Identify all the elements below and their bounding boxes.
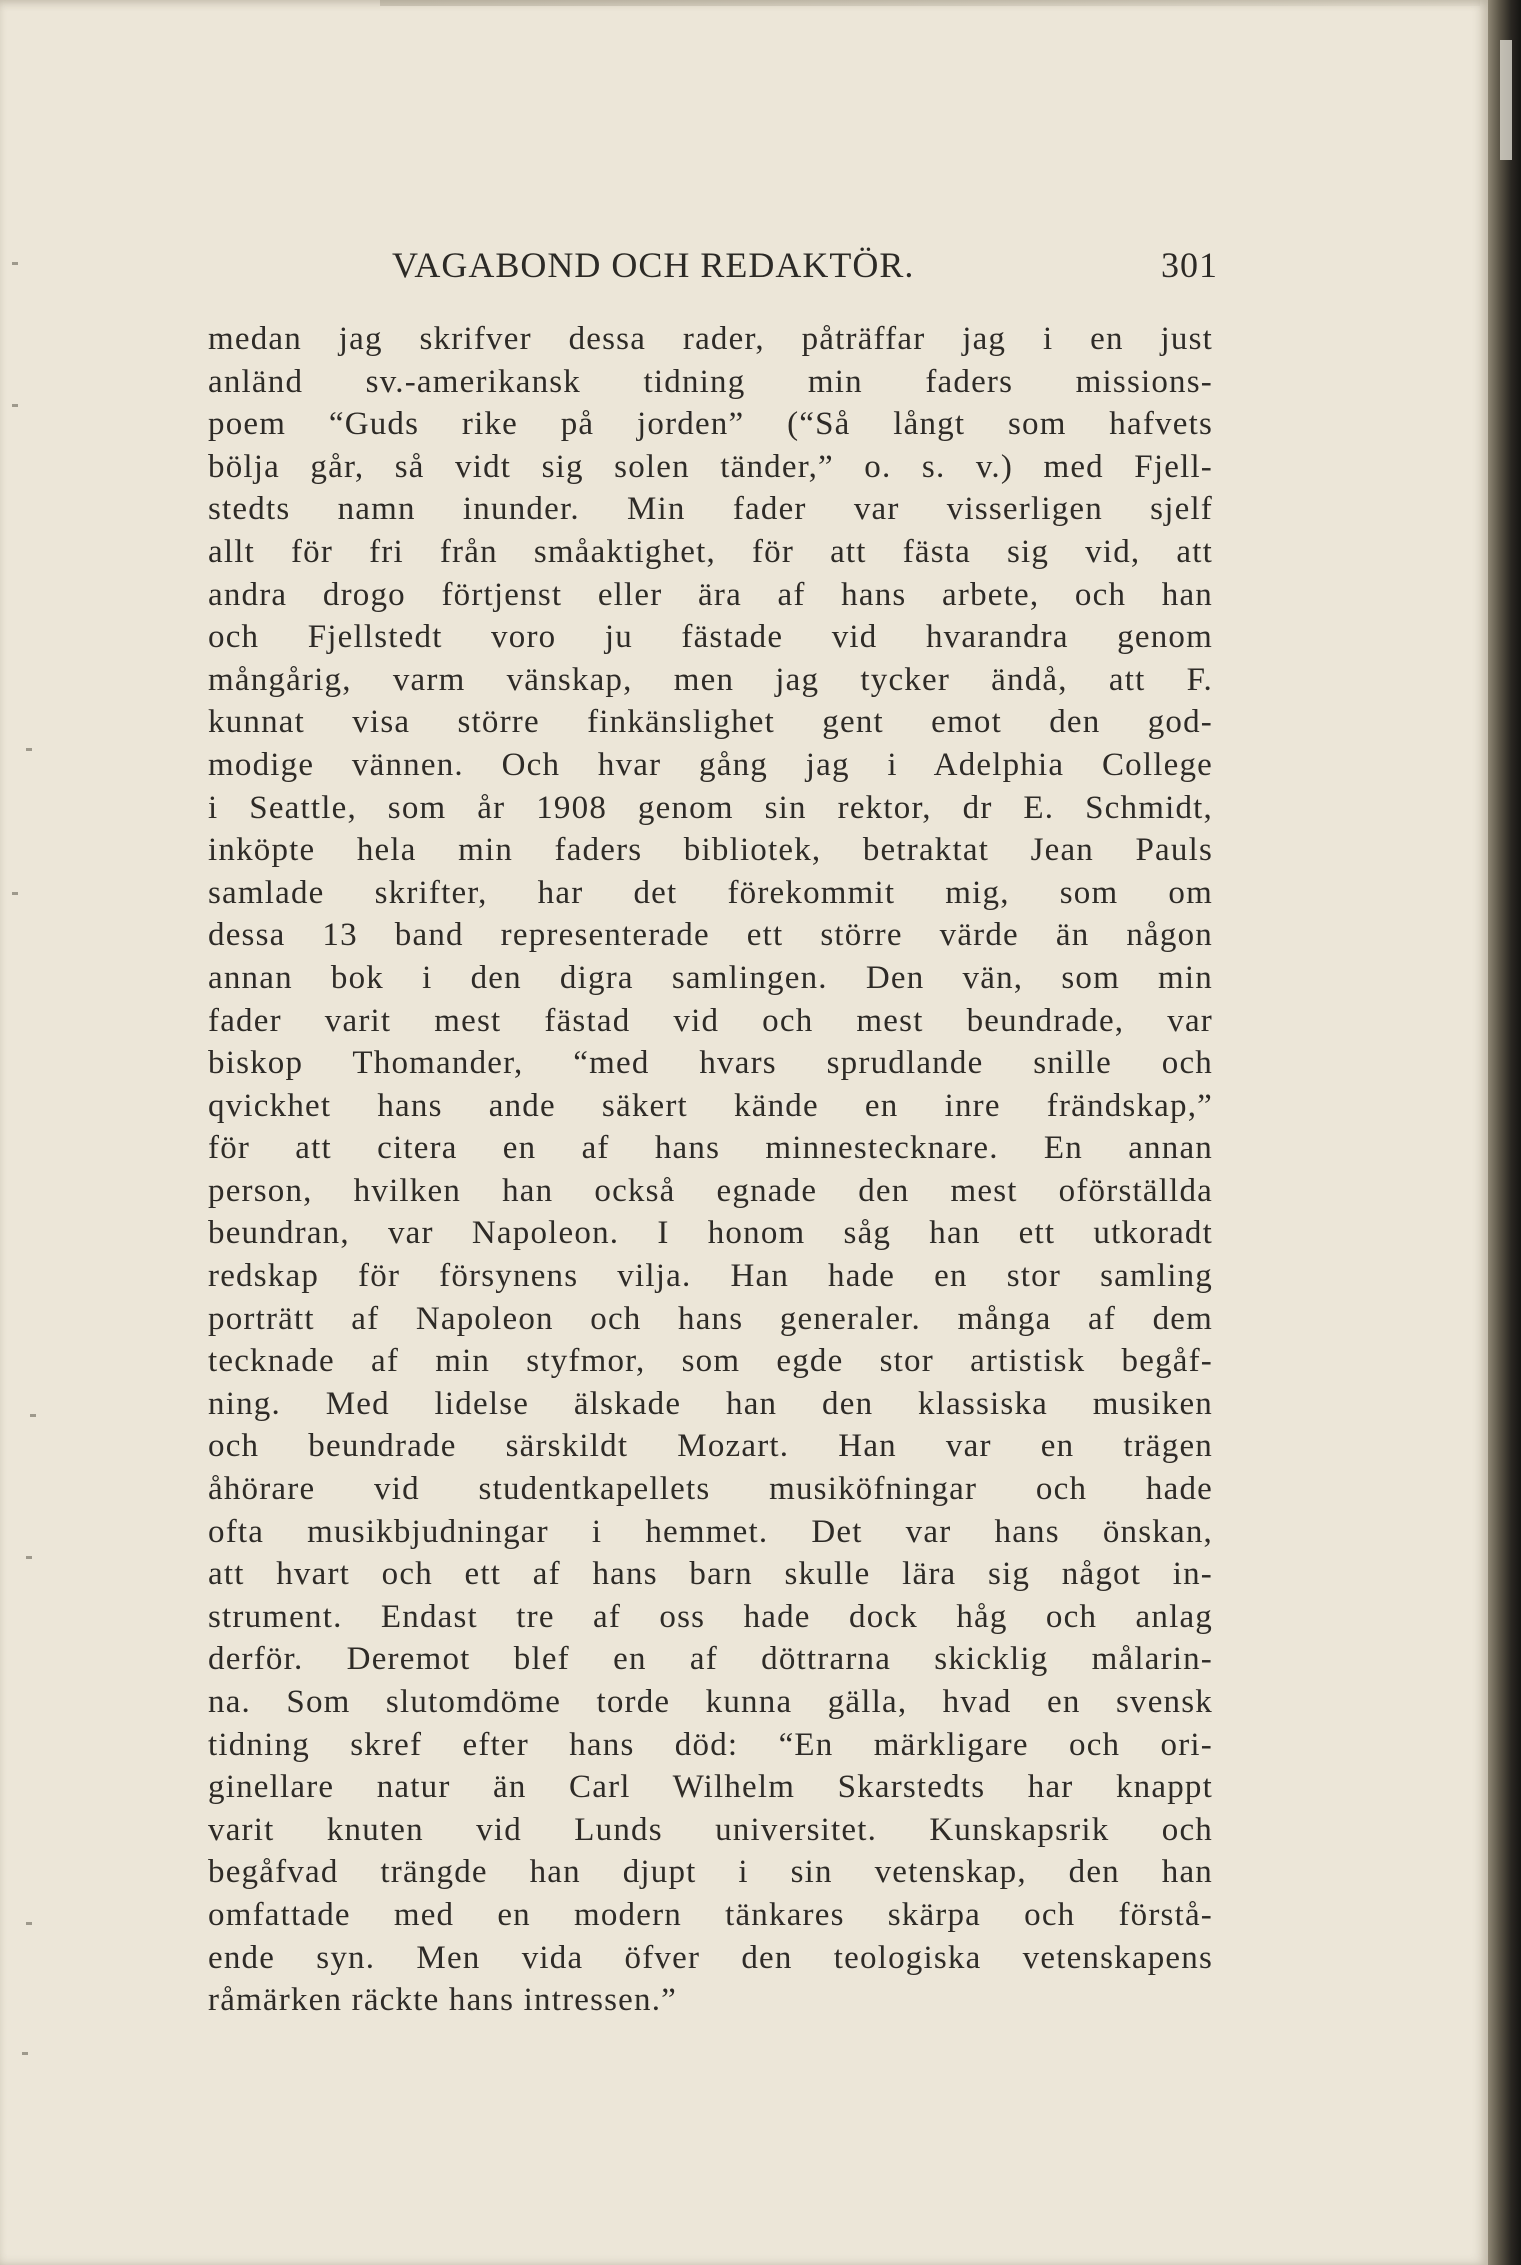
text-line: dessa 13 band representerade ett större värde än någon bbox=[208, 917, 1213, 954]
page-edge-strip bbox=[1500, 40, 1512, 160]
margin-mark bbox=[22, 2052, 28, 2055]
text-line: na. Som slutomdöme torde kunna gälla, hvad en svensk bbox=[208, 1684, 1213, 1720]
text-line: beundran, var Napoleon. I honom såg han ett utkoradt bbox=[208, 1215, 1213, 1252]
text-line: ning. Med lidelse älskade han den klassiska musiken bbox=[208, 1385, 1213, 1422]
text-line: annan bok i den digra samlingen. Den vän, som min bbox=[208, 959, 1213, 996]
margin-mark bbox=[12, 892, 18, 895]
text-line: fader varit mest fästad vid och mest beundrade, var bbox=[208, 1002, 1213, 1039]
page-number: 301 bbox=[1161, 245, 1218, 285]
margin-mark bbox=[26, 1556, 32, 1559]
text-line: derför. Deremot blef en af döttrarna skicklig målarin- bbox=[208, 1641, 1213, 1678]
margin-mark bbox=[12, 262, 18, 265]
margin-mark bbox=[30, 1414, 36, 1417]
text-line: andra drogo förtjenst eller ära af hans arbete, och han bbox=[208, 576, 1213, 613]
text-line: ende syn. Men vida öfver den teologiska vetenskapens bbox=[208, 1939, 1213, 1976]
text-line: poem “Guds rike på jorden” (“Så långt som hafvets bbox=[208, 406, 1213, 443]
text-line: person, hvilken han också egnade den mest oförställda bbox=[208, 1172, 1213, 1209]
text-line: begåfvad trängde han djupt i sin vetenskap, den han bbox=[208, 1854, 1213, 1891]
text-line: tecknade af min styfmor, som egde stor artistisk begåf- bbox=[208, 1343, 1213, 1380]
text-line: för att citera en af hans minnestecknare. En annan bbox=[208, 1130, 1213, 1167]
text-line: råmärken räckte hans intressen.” bbox=[208, 1982, 678, 2019]
running-title: VAGABOND OCH REDAKTÖR. bbox=[392, 245, 915, 285]
text-line: omfattade med en modern tänkares skärpa och förstå- bbox=[208, 1896, 1213, 1933]
text-line: anländ sv.-amerikansk tidning min faders missions- bbox=[208, 363, 1213, 400]
text-line: modige vännen. Och hvar gång jag i Adelphia College bbox=[208, 746, 1213, 783]
text-line: inköpte hela min faders bibliotek, betraktat Jean Pauls bbox=[208, 832, 1213, 869]
text-line: porträtt af Napoleon och hans generaler. många af dem bbox=[208, 1300, 1213, 1337]
text-line: och Fjellstedt voro ju fästade vid hvarandra genom bbox=[208, 619, 1213, 656]
text-line: allt för fri från småaktighet, för att fästa sig vid, att bbox=[208, 533, 1213, 570]
text-line: medan jag skrifver dessa rader, påträffar jag i en just bbox=[208, 321, 1213, 357]
body-text bbox=[208, 318, 1213, 2022]
text-line: samlade skrifter, har det förekommit mig, som om bbox=[208, 874, 1213, 911]
text-line: biskop Thomander, “med hvars sprudlande snille och bbox=[208, 1045, 1213, 1082]
text-line: åhörare vid studentkapellets musiköfningar och hade bbox=[208, 1471, 1213, 1508]
page-edge bbox=[1488, 0, 1521, 2265]
text-line: stedts namn inunder. Min fader var visserligen sjelf bbox=[208, 491, 1213, 528]
text-line: mångårig, varm vänskap, men jag tycker ändå, att F. bbox=[208, 661, 1213, 698]
text-line: och beundrade särskildt Mozart. Han var en trägen bbox=[208, 1428, 1213, 1465]
page-header bbox=[392, 244, 1218, 294]
text-line: redskap för försynens vilja. Han hade en stor samling bbox=[208, 1258, 1213, 1295]
text-line: bölja går, så vidt sig solen tänder,” o. s. v.) med Fjell- bbox=[208, 448, 1213, 485]
text-line: qvickhet hans ande säkert kände en inre frändskap,” bbox=[208, 1087, 1213, 1124]
margin-mark bbox=[26, 1922, 32, 1925]
text-line: kunnat visa större finkänslighet gent emot den god- bbox=[208, 704, 1213, 741]
page-top-shadow bbox=[380, 0, 1480, 6]
text-line: strument. Endast tre af oss hade dock håg och anlag bbox=[208, 1598, 1213, 1635]
margin-mark bbox=[26, 748, 32, 751]
text-line: tidning skref efter hans död: “En märkligare och ori- bbox=[208, 1726, 1213, 1763]
margin-mark bbox=[12, 404, 18, 407]
text-line: att hvart och ett af hans barn skulle lära sig något in- bbox=[208, 1556, 1213, 1593]
text-line: ofta musikbjudningar i hemmet. Det var hans önskan, bbox=[208, 1513, 1213, 1550]
text-line: ginellare natur än Carl Wilhelm Skarstedts har knappt bbox=[208, 1769, 1213, 1806]
text-line: varit knuten vid Lunds universitet. Kunskapsrik och bbox=[208, 1811, 1213, 1848]
text-line: i Seattle, som år 1908 genom sin rektor, dr E. Schmidt, bbox=[208, 789, 1213, 826]
